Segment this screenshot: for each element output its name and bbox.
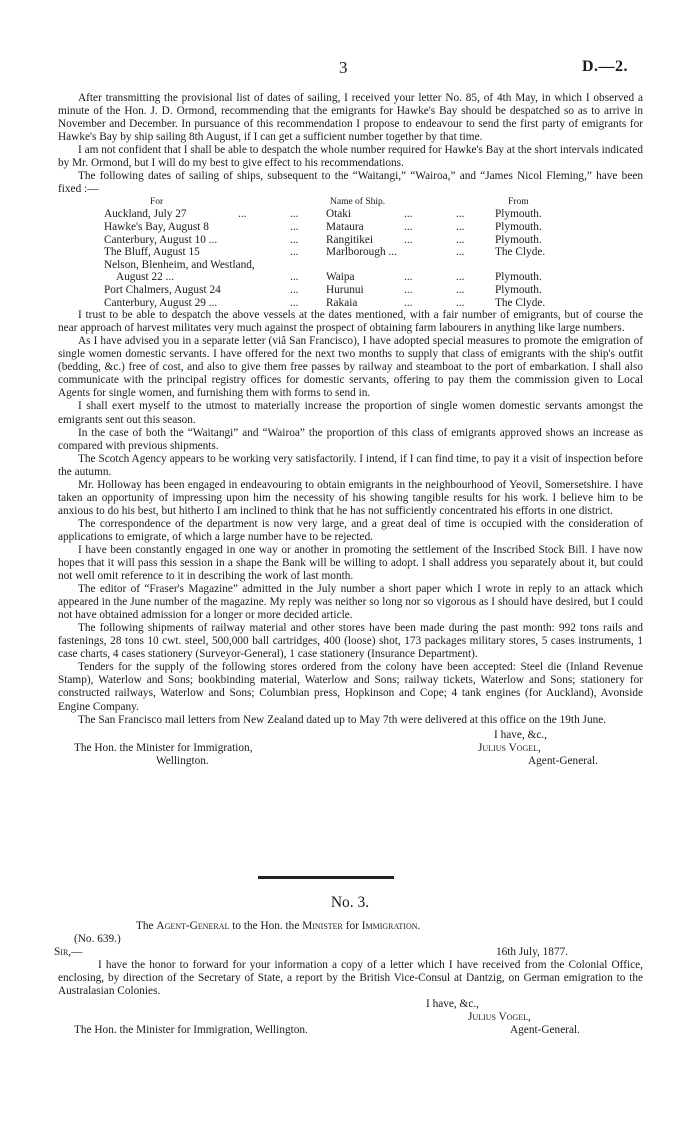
leader-dots: ... bbox=[456, 246, 465, 259]
departure-port: The Clyde. bbox=[495, 296, 546, 309]
ship-name: Waipa bbox=[326, 271, 355, 284]
schedule-row bbox=[58, 297, 643, 310]
leader-dots: ... bbox=[238, 208, 247, 221]
leader-dots: ... bbox=[290, 271, 299, 284]
subject-word: for bbox=[345, 920, 359, 932]
leader-dots: ... bbox=[456, 220, 465, 233]
signer-name: Julius Vogel, bbox=[468, 1011, 531, 1024]
paragraph: Tenders for the supply of the following stores ordered from the colony have been accepted: Steel die (Inland Revenue Stamp), Waterlow and Sons; bookbinding material, Waterlow and Sons; railway tickets, Waterlow and Sons; stationery for constructed railways, Waterlow and Sons; Columbian press, Hopkinson and Cope; 4 tank engines (for Auckland), Avonside Engine Company. bbox=[58, 661, 643, 713]
leader-dots: ... bbox=[456, 271, 465, 284]
ship-name: Rakaia bbox=[326, 296, 358, 309]
paragraph: I trust to be able to despatch the above vessels at the dates mentioned, with a fair number of emigrants, but of course the near approach of harvest militates very much against the prospect of obtaining farm labourers in anything like large numbers. bbox=[58, 309, 643, 335]
departure-port: Plymouth. bbox=[495, 233, 542, 246]
subject-word: The bbox=[136, 920, 154, 932]
letter-subject bbox=[58, 920, 643, 933]
subject-sender: Agent-General bbox=[156, 920, 230, 932]
leader-dots: ... bbox=[404, 283, 413, 296]
leader-dots: ... bbox=[290, 220, 299, 233]
schedule-row bbox=[58, 234, 643, 247]
schedule-header bbox=[58, 196, 643, 208]
paragraph: The following dates of sailing of ships, subsequent to the “Waitangi,” “Wairoa,” and “James Nicol Fleming,” have been fixed :— bbox=[58, 170, 643, 196]
leader-dots: ... bbox=[456, 283, 465, 296]
paragraph: I have been constantly engaged in one way or another in promoting the settlement of the Inscribed Stock Bill. I have now hopes that it will pass this session in a shape the Bank will be willing to adopt. I shall address you separately about it, but could not well omit reference to it in describing the work of last month. bbox=[58, 543, 643, 583]
destination: Nelson, Blenheim, and Westland, bbox=[104, 258, 255, 271]
leader-dots: ... bbox=[404, 296, 413, 309]
leader-dots: ... bbox=[456, 233, 465, 246]
letter-number: (No. 639.) bbox=[74, 933, 121, 946]
schedule-row bbox=[58, 259, 643, 272]
paragraph: I have the honor to forward for your information a copy of a letter which I have received from the Colonial Office, enclosing, by direction of the Secretary of State, a report by the British Vice-Consul at Dantzig, on German emigration to the Australasian Colonies. bbox=[58, 959, 643, 998]
leader-dots: ... bbox=[404, 271, 413, 284]
letter-body bbox=[58, 92, 643, 769]
departure-port: Plymouth. bbox=[495, 208, 542, 221]
subject-word: to the Hon. the bbox=[232, 920, 300, 932]
schedule-row bbox=[58, 284, 643, 297]
leader-dots: ... bbox=[290, 233, 299, 246]
departure-port: The Clyde. bbox=[495, 246, 546, 259]
addressee-line-1: The Hon. the Minister for Immigration, bbox=[74, 741, 253, 754]
schedule-row bbox=[58, 246, 643, 259]
leader-dots: ... bbox=[290, 208, 299, 221]
destination: The Bluff, August 15 bbox=[104, 246, 200, 259]
destination: Canterbury, August 29 ... bbox=[104, 296, 218, 309]
paragraph: After transmitting the provisional list of dates of sailing, I received your letter No. 85, of 4th May, in which I observed a minute of the Hon. J. D. Ormond, recommending that the emigrants for Hawke's Bay should be despatched so as to arrive in November and December. In pursuance of this recommendation I propose to endeavour to send the first party of emigrants for Hawke's Bay by ship sailing 8th August, if I can get a sufficient number together by that time. bbox=[58, 92, 643, 144]
ship-name: Marlborough ... bbox=[326, 246, 397, 259]
departure-port: Plymouth. bbox=[495, 283, 542, 296]
destination: Port Chalmers, August 24 bbox=[104, 283, 221, 296]
letter-no-3 bbox=[54, 920, 643, 1037]
ship-name: Otaki bbox=[326, 208, 352, 221]
destination: Hawke's Bay, August 8 bbox=[104, 220, 209, 233]
paragraph: I am not confident that I shall be able to despatch the whole number required for Hawke's Bay at the short intervals indicated by Mr. Ormond, but I will do my best to give effect to his recommendations. bbox=[58, 144, 643, 170]
letter-date: 16th July, 1877. bbox=[496, 946, 569, 959]
section-divider bbox=[258, 876, 394, 879]
paragraph: I shall exert myself to the utmost to materially increase the proportion of single women domestic servants amongst the emigrants sent out this season. bbox=[58, 400, 643, 426]
paragraph: Mr. Holloway has been engaged in endeavouring to obtain emigrants in the neighbourhood of Yeovil, Somersetshire. I have taken an opportunity of impressing upon him the necessity of his showing tangible results for his work. I believe him to be anxious to do his best, but hitherto I am inclined to think that he has not sufficiently concentrated his efforts in one district. bbox=[58, 478, 643, 517]
leader-dots: ... bbox=[290, 283, 299, 296]
signer-title: Agent-General. bbox=[528, 754, 598, 767]
leader-dots: ... bbox=[404, 233, 413, 246]
subject-line bbox=[136, 920, 420, 933]
paragraph: The Scotch Agency appears to be working very satisfactorily. I intend, if I can find time, to pay it a visit of inspection before the autumn. bbox=[58, 452, 643, 478]
paragraph: The following shipments of railway material and other stores have been made during the past month: 992 tons rails and fastenings, 28 tons 10 cwt. steel, 500,000 ball cartridges, 400 (loose) shot, 173 packages military stores, 5 cases instruments, 1 case charts, 4 cases stationery (Surveyor-General), 1 case stationery (Insurance Department). bbox=[58, 622, 643, 661]
column-header-from: From bbox=[508, 197, 529, 208]
letter-heading: No. 3. bbox=[330, 894, 370, 911]
sailing-schedule bbox=[58, 196, 643, 309]
signer-name: Julius Vogel, bbox=[478, 741, 541, 754]
column-header-ship: Name of Ship. bbox=[330, 197, 386, 208]
ship-name: Rangitikei bbox=[326, 233, 374, 246]
leader-dots: ... bbox=[404, 208, 413, 221]
closing: I have, &c., bbox=[426, 998, 480, 1011]
closing: I have, &c., bbox=[494, 728, 548, 741]
salutation: Sir,— bbox=[54, 946, 83, 959]
ship-name: Mataura bbox=[326, 220, 364, 233]
destination: Canterbury, August 10 ... bbox=[104, 233, 218, 246]
paragraph: The San Francisco mail letters from New Zealand dated up to May 7th were delivered at this office on the 19th June. bbox=[78, 713, 607, 726]
departure-port: Plymouth. bbox=[495, 271, 542, 284]
page-number: 3 bbox=[339, 58, 348, 77]
schedule-row bbox=[58, 221, 643, 234]
paragraph: The editor of “Fraser's Magazine” admitted in the July number a short paper which I wrote in reply to an attack which appeared in the June number of the magazine. My reply was neither so long nor so vigorous as I should have desired, but I could not have obtained admission for a longer or more decided article. bbox=[58, 583, 643, 622]
salutation-line bbox=[54, 946, 643, 959]
paragraph: The correspondence of the department is now very large, and a great deal of time is occupied with the consideration of applications to emigrate, of which a large number have to be rejected. bbox=[58, 517, 643, 543]
departure-port: Plymouth. bbox=[495, 220, 542, 233]
addressee-line-2: Wellington. bbox=[156, 754, 209, 767]
schedule-row bbox=[58, 271, 643, 284]
letter-ref-line bbox=[58, 933, 643, 946]
destination: August 22 ... bbox=[116, 271, 175, 284]
ship-name: Hurunui bbox=[326, 283, 364, 296]
schedule-row bbox=[58, 208, 643, 221]
document-reference: D.—2. bbox=[581, 58, 628, 75]
leader-dots: ... bbox=[290, 246, 299, 259]
leader-dots: ... bbox=[456, 208, 465, 221]
leader-dots: ... bbox=[456, 296, 465, 309]
leader-dots: ... bbox=[404, 220, 413, 233]
signer-title: Agent-General. bbox=[510, 1024, 580, 1037]
addressee: The Hon. the Minister for Immigration, Wellington. bbox=[74, 1024, 308, 1037]
paragraph: As I have advised you in a separate letter (viâ San Francisco), I have adopted special measures to promote the emigration of single women domestic servants. I have offered for the next two months to supply that class of emigrants with the ship's outfit (bedding, &c.) free of cost, and also to give them free passes by railway and steamboat to the port of embarkation. I shall also communicate with the principal registry offices for domestic servants, offering to pay them the commission given to Local Agents for single women, and furnishing them with forms to send in. bbox=[58, 335, 643, 400]
leader-dots: ... bbox=[290, 296, 299, 309]
subject-department: Immigration. bbox=[361, 920, 421, 932]
addressee-line bbox=[58, 1024, 643, 1037]
destination: Auckland, July 27 bbox=[104, 208, 187, 221]
closing-line bbox=[58, 998, 643, 1011]
signature-block bbox=[58, 729, 643, 769]
signer-line bbox=[58, 1011, 643, 1024]
subject-recipient: Minister bbox=[302, 920, 343, 932]
paragraph: In the case of both the “Waitangi” and “Wairoa” the proportion of this class of emigrants approved shows an increase as compared with previous shipments. bbox=[58, 426, 643, 452]
column-header-for: For bbox=[150, 197, 164, 208]
